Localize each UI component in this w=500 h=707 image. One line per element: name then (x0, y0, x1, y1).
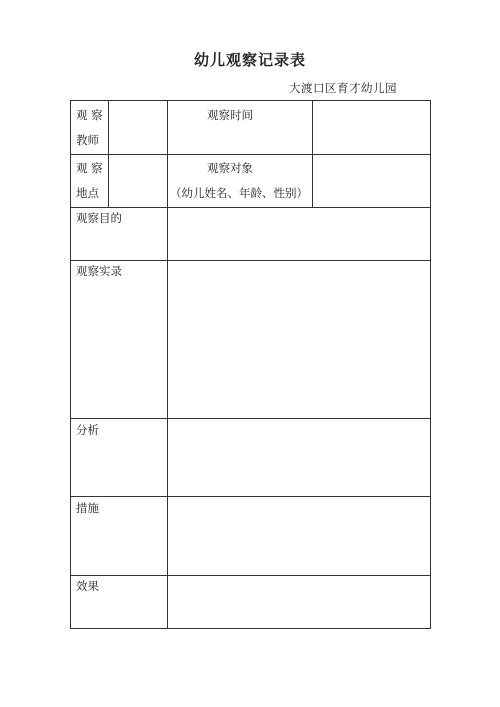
analysis-field[interactable] (168, 419, 430, 496)
subject-hint: （幼儿姓名、年龄、性别） (170, 186, 308, 200)
time-label: 观察时间 (207, 108, 253, 122)
analysis-label: 分析 (76, 423, 99, 437)
observer-label-line1: 观 察 (76, 108, 103, 122)
organization-name: 大渡口区育才幼儿园 (289, 81, 397, 95)
observation-time-field[interactable] (313, 101, 430, 154)
subject-label: 观察对象 (207, 161, 253, 175)
observer-label-line2: 教师 (76, 133, 99, 147)
record-field[interactable] (168, 261, 430, 418)
page-title: 幼儿观察记录表 (193, 51, 306, 69)
location-label-line2: 地点 (76, 186, 99, 200)
purpose-label: 观察目的 (76, 211, 122, 225)
effect-field[interactable] (168, 576, 430, 628)
observation-form (70, 100, 431, 629)
record-label: 观察实录 (76, 264, 122, 278)
purpose-field[interactable] (168, 208, 430, 260)
observer-teacher-field[interactable] (109, 101, 167, 154)
effect-label: 效果 (76, 579, 99, 593)
measures-label: 措施 (76, 501, 99, 515)
observation-subject-field[interactable] (313, 155, 430, 207)
location-label-line1: 观 察 (76, 161, 103, 175)
measures-field[interactable] (168, 497, 430, 575)
observation-location-field[interactable] (109, 155, 167, 207)
